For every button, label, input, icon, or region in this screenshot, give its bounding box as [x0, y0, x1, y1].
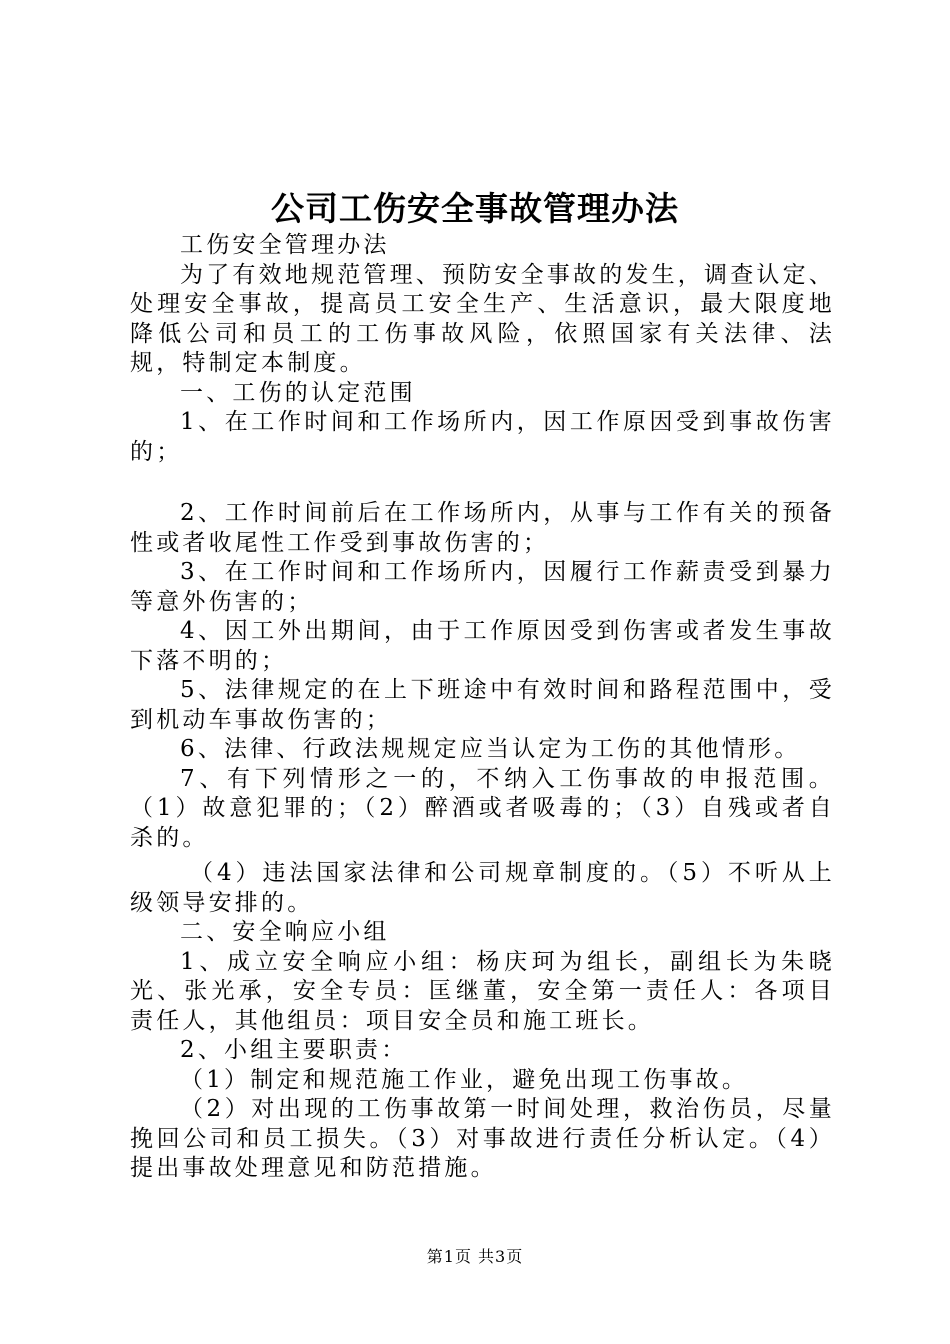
list-item-2-1: 1、成立安全响应小组：杨庆珂为组长，副组长为朱晓光、张光承，安全专员：匡继董，安全第一责任人：各项目责任人，其他组员：项目安全员和施工班长。 [130, 948, 835, 1034]
section-heading-2: 二、安全响应小组 [180, 919, 390, 945]
list-item-1-3: 3、在工作时间和工作场所内，因履行工作薪责受到暴力等意外伤害的； [130, 559, 835, 615]
paragraph-intro: 为了有效地规范管理、预防安全事故的发生，调查认定、处理安全事故，提高员工安全生产、生活意识，最大限度地降低公司和员工的工伤事故风险，依照国家有关法律、法规，特制定本制度。 [130, 261, 835, 376]
page-footer: 第1页 共3页 [426, 1247, 524, 1266]
document-title: 公司工伤安全事故管理办法 [271, 189, 679, 228]
section-heading-1: 一、工伤的认定范围 [180, 379, 416, 406]
list-item-1-6: 6、法律、行政法规规定应当认定为工伤的其他情形。 [180, 736, 801, 762]
list-item-1-4: 4、因工外出期间，由于工作原因受到伤害或者发生事故下落不明的； [130, 618, 835, 674]
list-item-1-7: 7、有下列情形之一的，不纳入工伤事故的申报范围。（1）故意犯罪的；（2）醉酒或者吸毒的；（3）自残或者自杀的。 [130, 765, 835, 851]
duty-item-2: （2）对出现的工伤事故第一时间处理，救治伤员，尽量挽回公司和员工损失。（3）对事故进行责任分析认定。（4）提出事故处理意见和防范措施。 [130, 1096, 835, 1181]
list-item-1-5: 5、法律规定的在上下班途中有效时间和路程范围中，受到机动车事故伤害的； [130, 677, 835, 733]
list-item-2-2: 2、小组主要职责： [180, 1037, 408, 1063]
list-item-1-2: 2、工作时间前后在工作场所内，从事与工作有关的预备性或者收尾性工作受到事故伤害的； [130, 500, 835, 556]
list-item-1-1: 1、在工作时间和工作场所内，因工作原因受到事故伤害的； [130, 409, 835, 465]
paragraph-subtitle: 工伤安全管理办法 [180, 232, 390, 258]
document-body [130, 231, 835, 1184]
duty-item-1: （1）制定和规范施工作业，避免出现工伤事故。 [180, 1066, 749, 1093]
list-item-1-7-cont: （4）违法国家法律和公司规章制度的。（5）不听从上级领导安排的。 [130, 860, 835, 916]
